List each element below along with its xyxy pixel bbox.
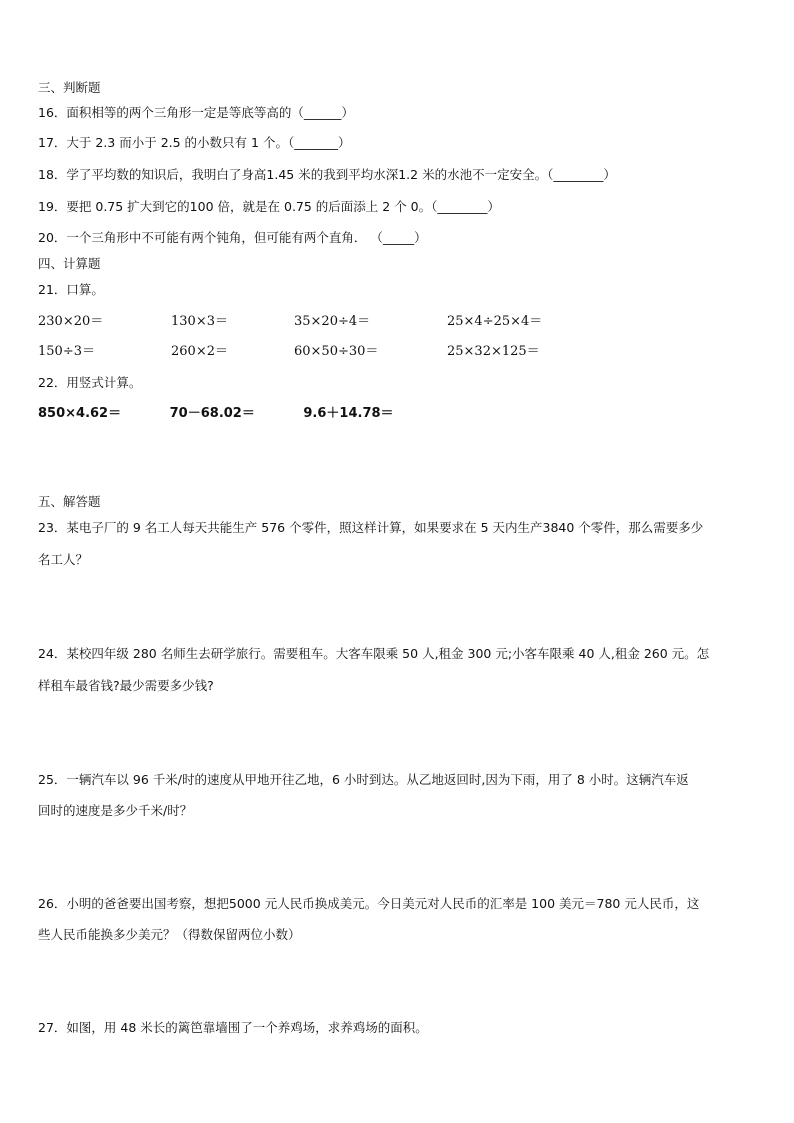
- vertical-calc-row: [38, 405, 438, 423]
- question-18: 18．学了平均数的知识后，我明白了身高1.45 米的我到平均水深1.2 米的水池不一定安全。（________）: [38, 167, 616, 182]
- question-20: 20．一个三角形中不可能有两个钝角，但可能有两个直角． （_____）: [38, 230, 427, 245]
- section-heading-judgement: 三、判断题: [38, 80, 101, 95]
- question-26-line-1: 26．小明的爸爸要出国考察，想把5000 元人民币换成美元。今日美元对人民币的汇率是 100 美元＝780 元人民币，这: [38, 896, 700, 911]
- question-16: 16．面积相等的两个三角形一定是等底等高的（______）: [38, 105, 354, 120]
- oral-calc-7: 60×50÷30＝: [294, 344, 379, 359]
- oral-calc-4: 25×4÷25×4＝: [447, 314, 543, 329]
- vertical-calc-1: 850×4.62＝: [38, 406, 122, 421]
- question-19: 19．要把 0.75 扩大到它的100 倍，就是在 0.75 的后面添上 2 个 0。（________）: [38, 199, 500, 214]
- section-heading-word-problems: 五、解答题: [38, 494, 101, 509]
- question-23-line-2: 名工人？: [38, 552, 89, 567]
- question-23-line-1: 23．某电子厂的 9 名工人每天共能生产 576 个零件，照这样计算，如果要求在 5 天内生产3840 个零件，那么需要多少: [38, 520, 704, 535]
- oral-calc-5: 150÷3＝: [38, 344, 95, 359]
- question-22: 22．用竖式计算。: [38, 375, 142, 390]
- vertical-calc-3: 9.6＋14.78＝: [303, 406, 394, 421]
- oral-calc-2: 130×3＝: [171, 314, 228, 329]
- oral-calc-6: 260×2＝: [171, 344, 228, 359]
- oral-calc-1: 230×20＝: [38, 314, 104, 329]
- oral-calc-8: 25×32×125＝: [447, 344, 540, 359]
- question-17: 17．大于 2.3 而小于 2.5 的小数只有 1 个。（_______）: [38, 135, 351, 150]
- question-26-line-2: 些人民币能换多少美元？（得数保留两位小数）: [38, 927, 301, 942]
- question-21: 21．口算。: [38, 282, 104, 297]
- question-24-line-2: 样租车最省钱?最少需要多少钱?: [38, 678, 214, 693]
- oral-calc-3: 35×20÷4＝: [294, 314, 371, 329]
- vertical-calc-2: 70－68.02＝: [169, 406, 255, 421]
- question-25-line-1: 25．一辆汽车以 96 千米/时的速度从甲地开往乙地，6 小时到达。从乙地返回时,因为下雨，用了 8 小时。这辆汽车返: [38, 772, 689, 787]
- section-heading-calculation: 四、计算题: [38, 256, 101, 271]
- question-25-line-2: 回时的速度是多少千米/时？: [38, 803, 193, 818]
- question-24-line-1: 24．某校四年级 280 名师生去研学旅行。需要租车。大客车限乘 50 人,租金 300 元;小客车限乘 40 人,租金 260 元。怎: [38, 646, 710, 661]
- question-27: 27．如图，用 48 米长的篱笆靠墙围了一个养鸡场，求养鸡场的面积。: [38, 1020, 428, 1035]
